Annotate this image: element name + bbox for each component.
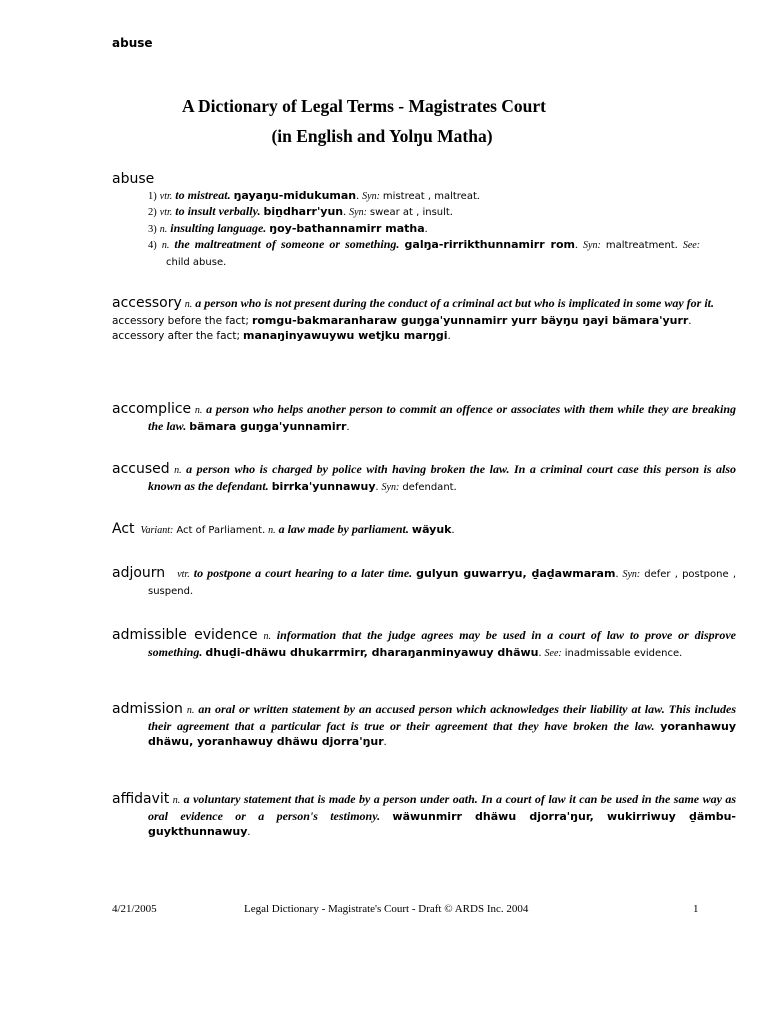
entry-accomplice: accomplice n. a person who helps another person to commit an offence or associates with them while they are breaking the law. bämara guŋga'yunnamirr. <box>112 401 737 433</box>
entry-adjourn: adjourn vtr. to postpone a court hearing to a later time. gulyun guwarryu, ḏaḏawmaram. Syn: defer , postpone , suspend. <box>112 565 737 597</box>
entry-act: Act Variant: Act of Parliament. n. a law made by parliament. wäyuk. <box>112 521 455 537</box>
page-number: 1 <box>693 903 699 915</box>
page-title: A Dictionary of Legal Terms - Magistrates Court <box>181 96 547 116</box>
running-head: abuse <box>112 36 153 50</box>
headword: accessory <box>112 295 182 311</box>
sense-2: 2) vtr. to insult verbally. biṉdharr'yun. Syn: swear at , insult. <box>148 204 453 219</box>
headword: affidavit <box>112 791 170 807</box>
footer-title: Legal Dictionary - Magistrate's Court - Draft © ARDS Inc. 2004 <box>244 903 529 915</box>
entry-admission: admission n. an oral or written statement by an accused person which acknowledges their liability at law. This includes their agreement that a particular fact is true or their agreement that they have broken the law. yoranhawuy dhäwu, yoranhawuy dhäwu djorra'ŋur. <box>112 701 737 749</box>
entry-admissible-evidence: admissible evidence n. information that the judge agrees may be used in a court of law to prove or disprove something. dhuḏi-dhäwu dhukarrmirr, dharaŋanminyawuy dhäwu. See: inadmissable evidence. <box>112 627 736 659</box>
entry-abuse <box>112 172 700 271</box>
footer-date: 4/21/2005 <box>112 903 157 915</box>
headword: abuse <box>112 171 155 187</box>
headword: accused <box>112 461 170 477</box>
sense-3: 3) n. insulting language. ŋoy-bathannamirr matha. <box>148 220 428 235</box>
entry-accessory: accessory n. a person who is not present during the conduct of a criminal act but who is implicated in some way for it. accessory before the fact; romgu-bakmaranharaw guŋga'yunnamirr yurr bäyŋu ŋayi bämara'yurr. accessory after the fact; manaŋinyawuywu wetjku marŋgi. <box>112 295 715 343</box>
headword: admission <box>112 701 183 717</box>
headword: adjourn <box>112 565 166 581</box>
headword: accomplice <box>112 401 192 417</box>
page-subtitle: (in English and Yolŋu Matha) <box>271 126 493 146</box>
entry-accused: accused n. a person who is charged by police with having broken the law. In a criminal court case this person is also known as the defendant. birrka'yunnawuy. Syn: defendant. <box>112 461 737 493</box>
entry-affidavit: affidavit n. a voluntary statement that is made by a person under oath. In a court of law it can be used in the same way as oral evidence or a person's testimony. wäwunmirr dhäwu djorra'ŋur, wukirriwuy ḏämbu-guykthunnawuy. <box>112 791 737 839</box>
headword: admissible evidence <box>112 627 258 643</box>
sense-4: 4) n. the maltreatment of someone or something. galŋa-rirrikthunnamirr rom. Syn: maltreatment. See: child abuse. <box>148 237 701 268</box>
headword: Act <box>112 521 135 537</box>
sense-1: 1) vtr. to mistreat. ŋayaŋu-midukuman. Syn: mistreat , maltreat. <box>148 187 480 202</box>
